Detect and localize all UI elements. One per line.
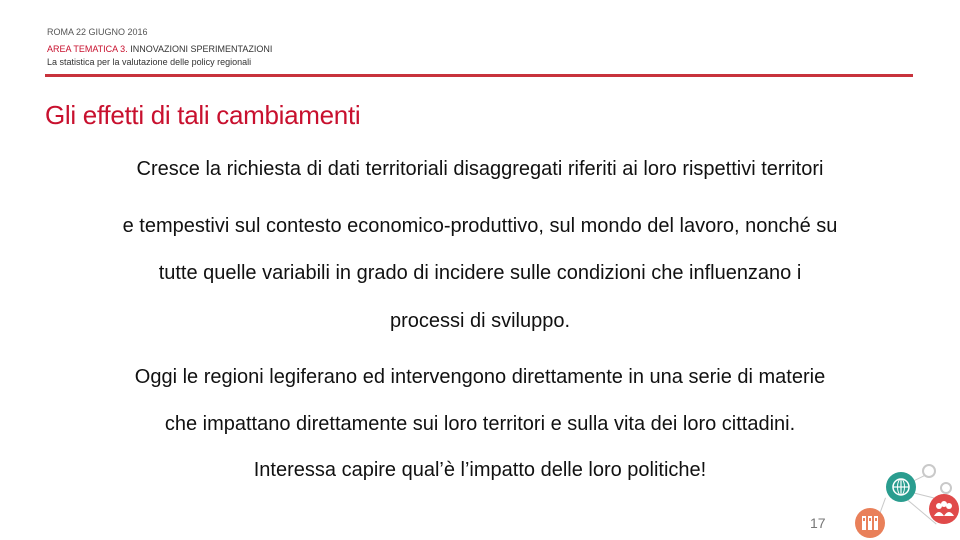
body-line: Interessa capire qual’è l’impatto delle loro politiche! [253,459,707,481]
people-icon [928,493,960,525]
event-date: ROMA 22 GIUGNO 2016 [47,27,148,37]
page-number: 17 [810,515,826,531]
body-line: processi di sviluppo. [389,310,571,332]
body-line: Cresce la richiesta di dati territoriali disaggregati riferiti ai loro rispettivi territori [136,158,824,180]
body-line: tutte quelle variabili in grado di incidere sulle condizioni che influenzano i [158,262,802,284]
header-divider [45,74,913,77]
books-icon [853,506,887,540]
slide-title: Gli effetti di tali cambiamenti [45,100,361,130]
body-line: Oggi le regioni legiferano ed intervengono direttamente in una serie di materie [134,366,826,388]
session-subtitle: La statistica per la valutazione delle policy regionali [47,57,252,67]
globe-icon [884,470,918,504]
thematic-area [47,44,272,55]
body-line: e tempestivi sul contesto economico-produttivo, sul mondo del lavoro, nonché su [122,215,838,237]
body-line: che impattano direttamente sui loro territori e sulla vita dei loro cittadini. [164,413,796,435]
thematic-area-name: INNOVAZIONI SPERIMENTAZIONI [127,44,273,54]
thematic-area-number: AREA TEMATICA 3. [47,44,128,54]
network-node [922,464,936,478]
